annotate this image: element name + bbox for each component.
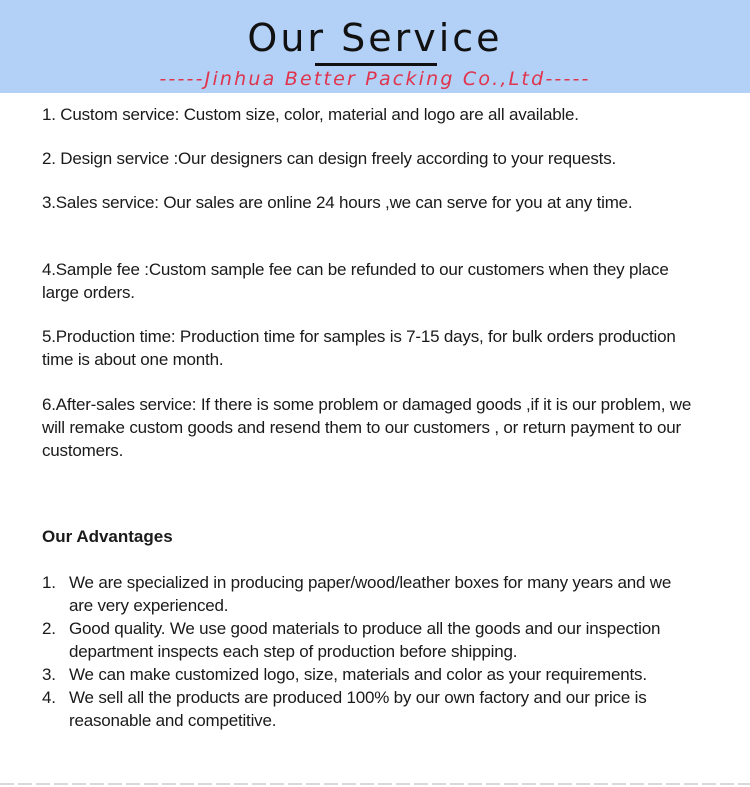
advantage-number: 4.: [42, 688, 56, 707]
advantages-heading: Our Advantages: [42, 527, 173, 546]
advantage-text: We can make customized logo, size, materials and color as your requirements.: [69, 665, 647, 684]
advantage-number: 1.: [42, 573, 56, 592]
advantage-text: We are specialized in producing paper/wood/leather boxes for many years and we are very experienced.: [69, 573, 672, 615]
advantage-item: [42, 686, 682, 732]
page-title: Our Service: [247, 16, 503, 60]
service-item-sales: 3.Sales service: Our sales are online 24 hours ,we can serve for you at any time.: [42, 193, 633, 212]
advantage-item: [42, 663, 682, 686]
advantage-text: We sell all the products are produced 100% by our own factory and our price is reasonable and competitive.: [69, 688, 647, 730]
header-banner: [0, 0, 750, 93]
advantage-number: 2.: [42, 619, 56, 638]
service-item-custom: 1. Custom service: Custom size, color, material and logo are all available.: [42, 105, 579, 124]
service-item-after-sales: 6.After-sales service: If there is some problem or damaged goods ,if it is our problem, we will remake custom goods and resend them to our customers , or return payment to our customers.: [42, 395, 692, 460]
advantage-text: Good quality. We use good materials to produce all the goods and our inspection department inspects each step of production before shipping.: [69, 619, 661, 661]
bottom-divider: [0, 783, 750, 785]
advantage-item: [42, 571, 682, 617]
title-underline: [315, 63, 437, 66]
advantages-list: [42, 571, 682, 732]
company-name: -----Jinhua Better Packing Co.,Ltd-----: [159, 68, 591, 90]
service-item-design: 2. Design service :Our designers can design freely according to your requests.: [42, 149, 617, 168]
advantage-item: [42, 617, 682, 663]
service-item-sample-fee: 4.Sample fee :Custom sample fee can be refunded to our customers when they place large orders.: [42, 260, 669, 302]
advantage-number: 3.: [42, 665, 56, 684]
service-item-production-time: 5.Production time: Production time for samples is 7-15 days, for bulk orders production time is about one month.: [42, 327, 676, 369]
